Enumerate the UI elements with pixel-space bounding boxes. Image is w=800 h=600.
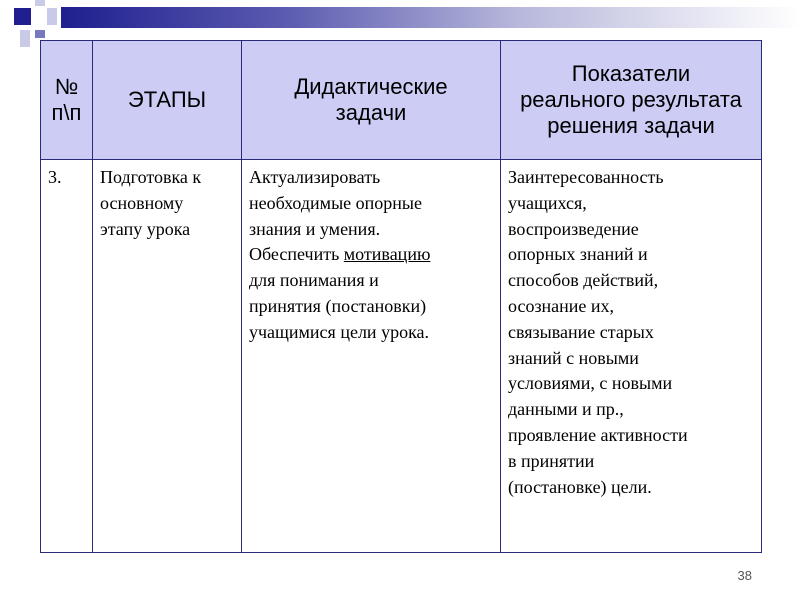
stage-text: Подготовка к основному этапу урока (100, 167, 202, 239)
table-header-row (41, 41, 762, 160)
header-gradient-bar (61, 7, 800, 28)
page-number: 38 (737, 568, 752, 583)
table-row (41, 160, 762, 553)
header-stages-label: ЭТАПЫ (127, 87, 207, 112)
header-cell-stages (93, 41, 242, 160)
header-didactic-tasks-label: Дидактические задачи (294, 74, 448, 125)
result-indicators-text: Заинтересованность учащихся, воспроизведение опорных знаний и способов действий, осознание их, связывание старых знаний с новыми условиями, с новыми данными и пр., проявление активности в принятии (постановке) цели. (508, 167, 688, 497)
lesson-stages-table (40, 40, 762, 553)
cell-stage (93, 160, 242, 553)
cell-result-indicators (501, 160, 762, 553)
motivation-underlined-word: мотивацию (343, 244, 431, 265)
didactic-tasks-text-part1: Актуализировать необходимые опорные знания и умения. Обеспечить (249, 167, 423, 265)
header-cell-result-indicators (501, 41, 762, 160)
header-number-label: № п\п (51, 74, 82, 125)
didactic-tasks-text (249, 165, 494, 346)
row-number-text: 3. (48, 167, 62, 187)
decorative-square-light (20, 30, 30, 47)
decorative-square-light (47, 8, 57, 25)
cell-number (41, 160, 93, 553)
cell-didactic-tasks (242, 160, 501, 553)
didactic-tasks-text-part2: для понимания и принятия (постановки) учащимися цели урока. (249, 270, 430, 342)
decorative-square-light (35, 0, 45, 6)
header-cell-didactic-tasks (242, 41, 501, 160)
decorative-square-dark (14, 8, 31, 25)
decorative-square-mid (35, 30, 45, 38)
header-cell-number (41, 41, 93, 160)
header-result-indicators-label: Показатели реального результата решения задачи (520, 61, 742, 138)
